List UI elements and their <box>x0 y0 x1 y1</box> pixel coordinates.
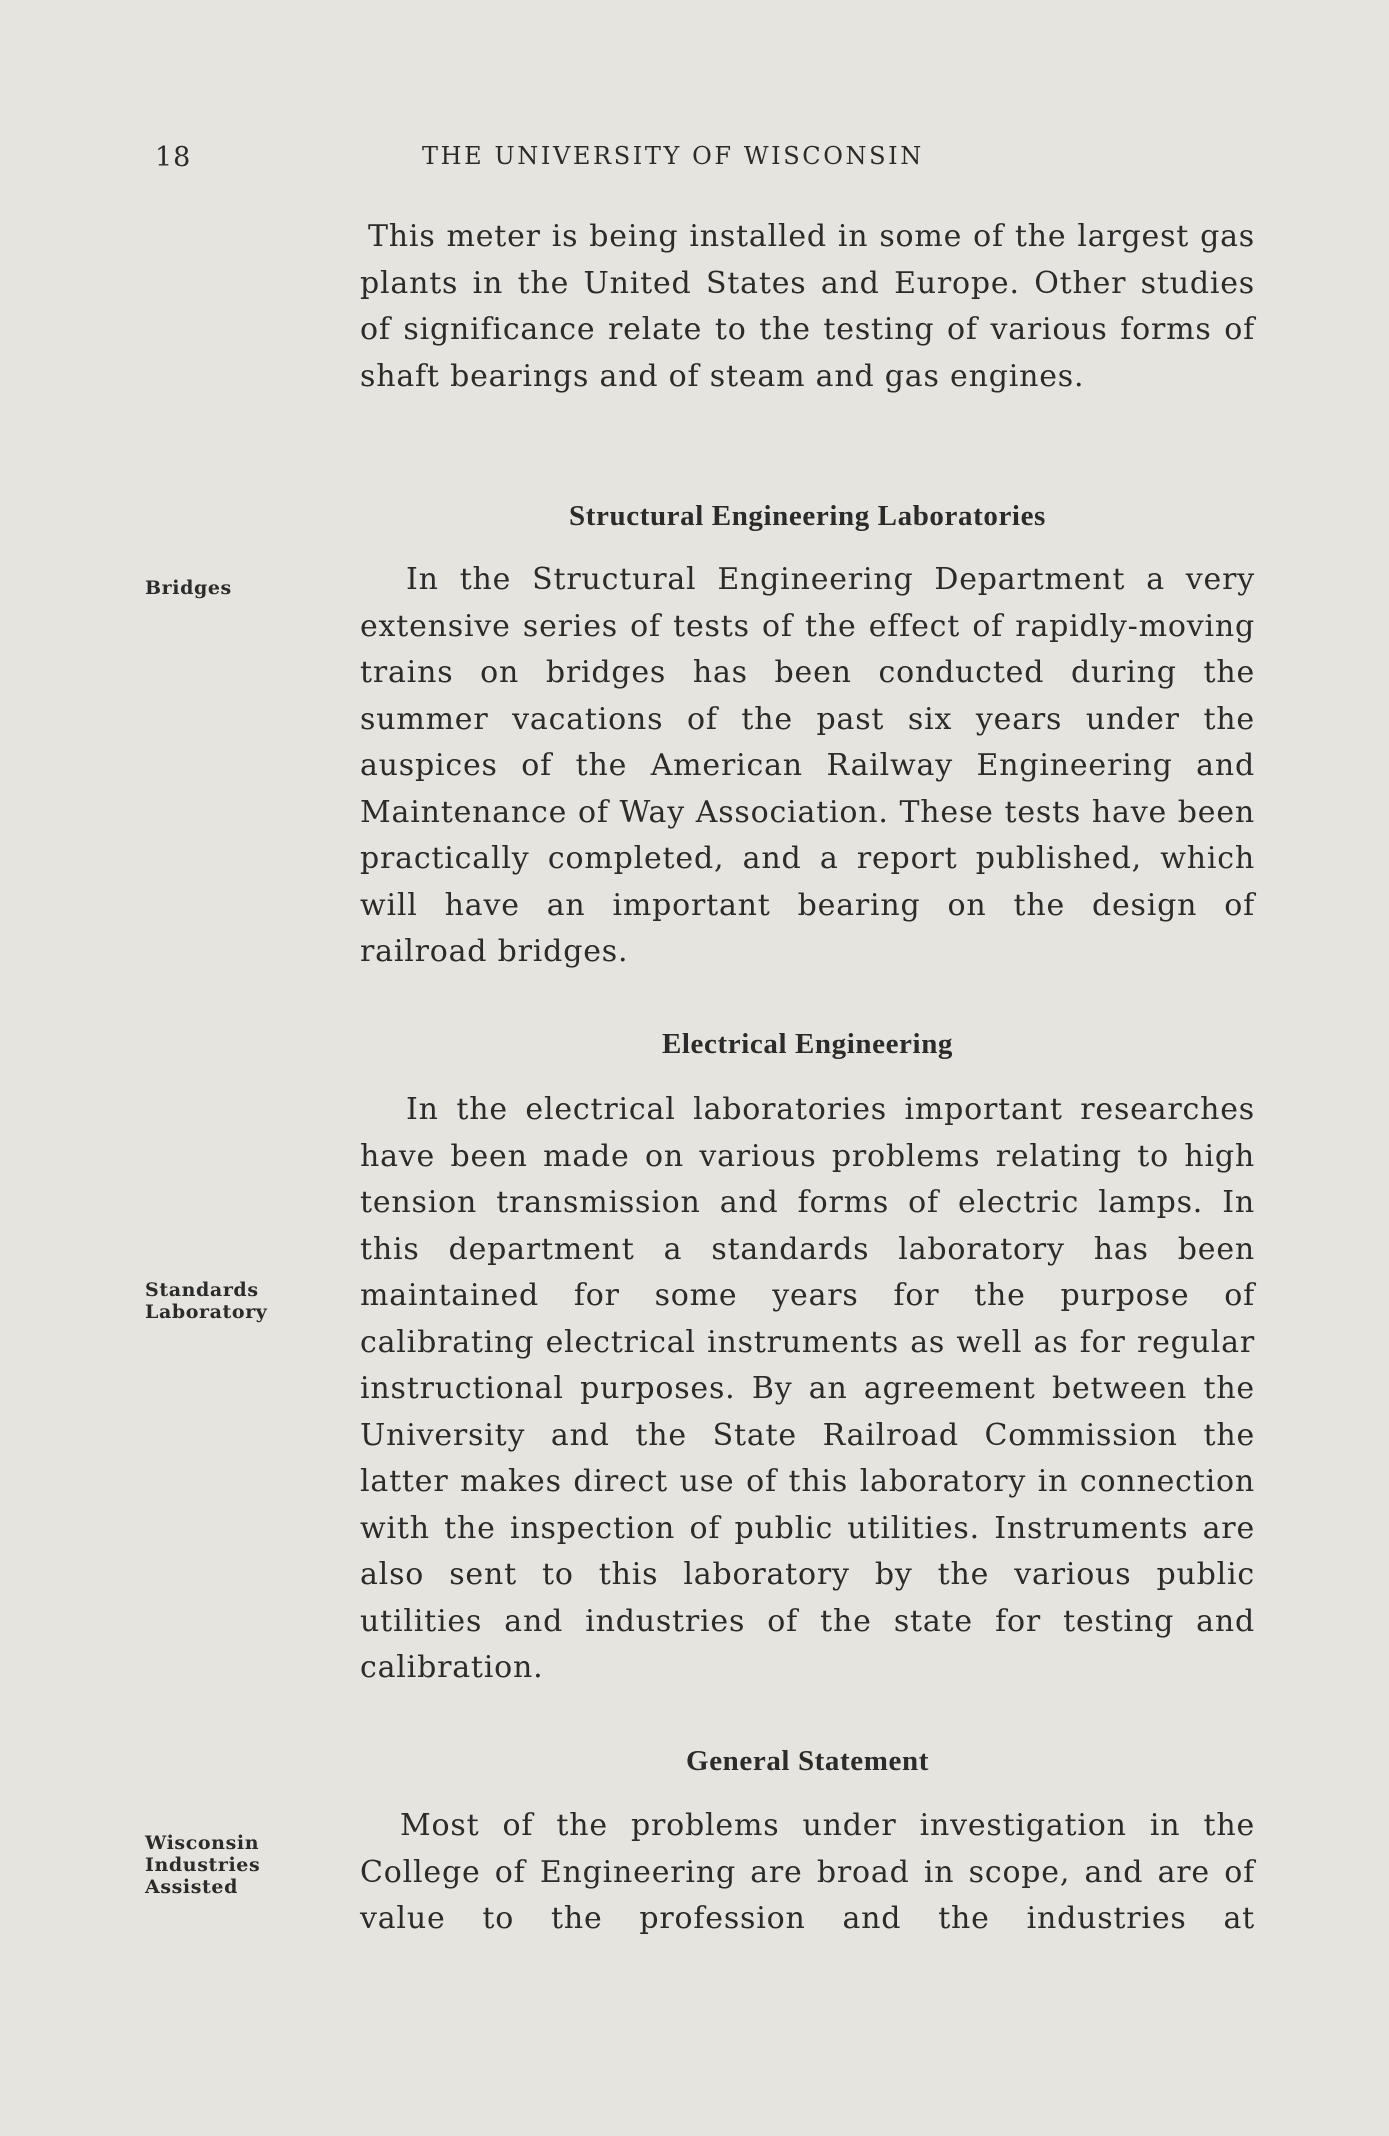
margin-note-line: Wisconsin <box>145 1832 260 1854</box>
margin-note-line: Industries <box>145 1854 261 1876</box>
running-head: THE UNIVERSITY OF WISCONSIN <box>422 142 924 170</box>
section-heading-electrical: Electrical Engineering <box>661 1028 954 1060</box>
section-paragraph-electrical: In the electrical laboratories important researches have been made on various problems relating to high tension transmission and forms of electric lamps. In this department a standards laboratory has been maintained for some years for the purpose of calibrating electrical instruments as well as for regular instructional purposes. By an agreement between the University and the State Railroad Commission the latter makes direct use of this laboratory in connection with the inspection of public utilities. Instruments are also sent to this laboratory by the various public utilities and industries of the state for testing and calibration. <box>360 1092 1255 1685</box>
margin-note-wisconsin-industries <box>145 1832 325 1898</box>
page-number: 18 <box>155 142 192 173</box>
section-heading-structural: Structural Engineering Laboratories <box>569 500 1046 532</box>
margin-note-line: Standards <box>145 1279 259 1301</box>
margin-note-standards-laboratory <box>145 1279 325 1323</box>
margin-note-bridges: Bridges <box>145 577 232 599</box>
section-paragraph-structural: In the Structural Engineering Department a very extensive series of tests of the effect of rapidly-moving trains on bridges has been conducted during the summer vacations of the past six years under the auspices of the American Railway Engineering and Maintenance of Way Association. These tests have been practically completed, and a report published, which will have an important bearing on the design of railroad bridges. <box>360 562 1255 969</box>
margin-note-line: Laboratory <box>145 1301 268 1323</box>
intro-paragraph: This meter is being installed in some of the largest gas plants in the United States and Europe. Other studies of significance relate to the testing of various forms of shaft bearings and of steam and gas engines. <box>360 219 1255 394</box>
margin-note-line: Assisted <box>145 1876 238 1898</box>
section-heading-general: General Statement <box>686 1745 929 1777</box>
section-paragraph-general: Most of the problems under investigation in the College of Engineering are broad in scope, and are of value to the profession and the industries at <box>360 1808 1255 1936</box>
